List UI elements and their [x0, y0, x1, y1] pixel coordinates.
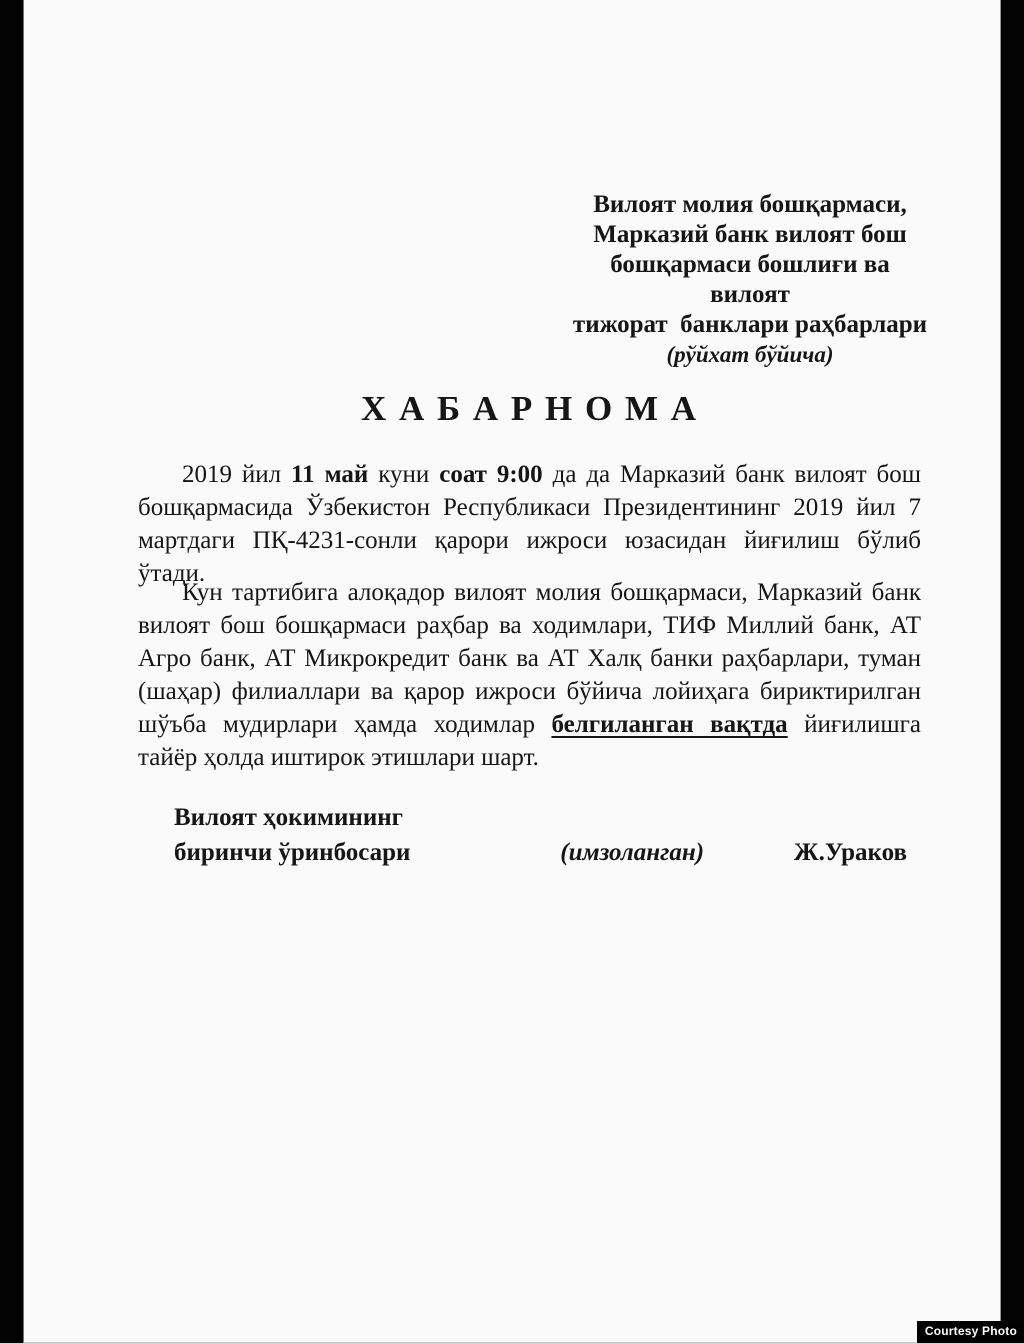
addressee-note: (рўйхат бўйича) — [666, 342, 834, 367]
courtesy-photo-badge: Courtesy Photo — [917, 1321, 1024, 1343]
addressee-line: Марказий банк вилоят бош — [593, 221, 907, 248]
signature-position-line: биринчи ўринбосари — [174, 839, 411, 866]
text-segment: да да Марказий банк вилоят бош бошқармасида Ўзбекистон Республикаси Президентининг 2019 йил 7 мартдаги ПҚ-4231-сонли қарори ижроси юзасидан йиғилиш бўлиб ўтади. — [138, 461, 921, 587]
paragraph-attendance-requirement — [138, 576, 921, 774]
text-segment: белгиланган вақтда — [551, 711, 788, 738]
addressee-line: Вилоят молия бошқармаси, — [593, 191, 907, 218]
signature-name: Ж.Ураков — [793, 839, 907, 866]
document-page — [23, 0, 1001, 1343]
signature-signed-note: (имзоланган) — [560, 839, 705, 866]
addressee-line: тижорат банклари раҳбарлари — [572, 311, 928, 338]
addressee-line: бошқармаси бошлиғи ва вилоят — [610, 251, 897, 308]
addressee-block — [572, 190, 928, 369]
text-segment: 11 май — [291, 461, 369, 488]
paragraph-meeting-announcement — [138, 458, 921, 590]
signature-position-line: Вилоят ҳокимининг — [174, 804, 403, 831]
text-segment: 2019 йил — [182, 461, 292, 488]
text-segment: йиғилишга тайёр ҳолда иштирок этишлари шарт. — [138, 711, 921, 771]
document-title: Х А Б А Р Н О М А — [360, 389, 699, 428]
signature-position — [174, 800, 410, 870]
text-segment: куни — [368, 461, 440, 488]
text-segment: соат 9:00 — [439, 461, 543, 488]
signature-block — [174, 800, 907, 870]
text-segment: Кун тартибига алоқадор вилоят молия бошқармаси, Марказий банк вилоят бош бошқармаси раҳбар ва ходимлари, ТИФ Миллий банк, АТ Агро банк, АТ Микрокредит банк ва АТ Халқ банки раҳбарлари, туман (шаҳар) филиаллари ва қарор ижроси бўйича лойиҳага бириктирилган шўъба мудирлари ҳамда ходимлар — [138, 579, 921, 738]
document-content — [24, 0, 1000, 1342]
